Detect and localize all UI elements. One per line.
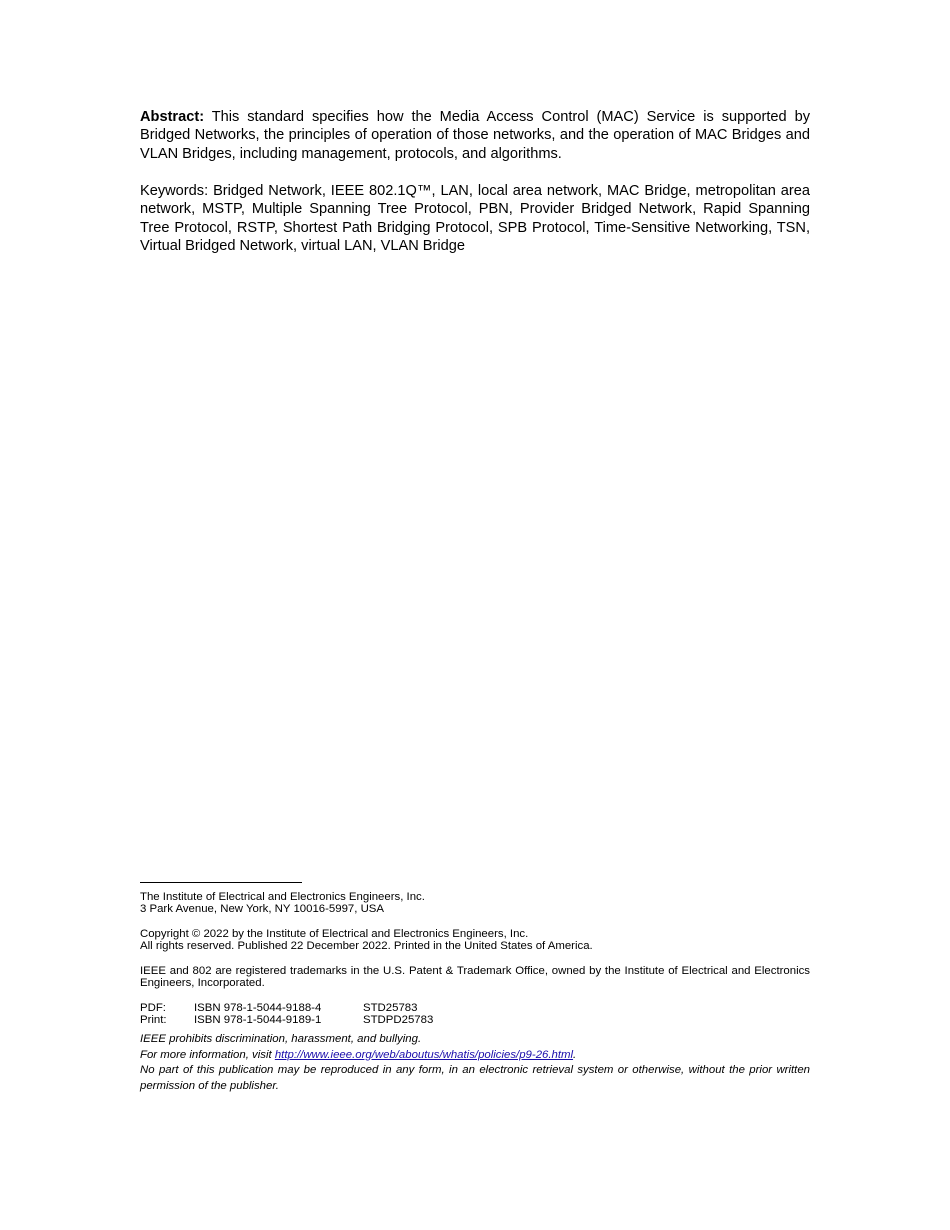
- address-line-2: 3 Park Avenue, New York, NY 10016-5997, USA: [140, 903, 385, 916]
- isbn-number: ISBN 978-1-5044-9188-4: [194, 1002, 322, 1014]
- footnote-divider: [140, 882, 302, 883]
- isbn-table: [140, 1002, 810, 1027]
- isbn-format-label: PDF:: [140, 1002, 166, 1014]
- copyright-notice: [140, 928, 810, 953]
- abstract-paragraph: [140, 108, 810, 163]
- notice-line-2-prefix: For more information, visit: [140, 1048, 275, 1061]
- notice-line-2-suffix: .: [573, 1048, 577, 1061]
- policy-link[interactable]: http://www.ieee.org/web/aboutus/whatis/policies/p9-26.html: [274, 1048, 574, 1061]
- isbn-std-code: STDPD25783: [363, 1014, 434, 1027]
- policy-notice: [140, 1032, 810, 1094]
- address-line-1: The Institute of Electrical and Electronics Engineers, Inc.: [140, 891, 425, 903]
- notice-line-1: IEEE prohibits discrimination, harassment, and bullying.: [140, 1033, 422, 1045]
- notice-line-3: No part of this publication may be reproduced in any form, in an electronic retrieval system or otherwise, without the prior written permission of the publisher.: [140, 1064, 810, 1092]
- abstract-label: Abstract:: [140, 109, 205, 125]
- isbn-format-label: Print:: [140, 1014, 167, 1027]
- isbn-number: ISBN 978-1-5044-9189-1: [194, 1014, 322, 1027]
- keywords-paragraph: Keywords: Bridged Network, IEEE 802.1Q™, LAN, local area network, MAC Bridge, metropolitan area network, MSTP, Multiple Spanning Tree Protocol, PBN, Provider Bridged Network, Rapid Spanning Tree Protocol, RSTP, Shortest Path Bridging Protocol, SPB Protocol, Time-Sensitive Networking, TSN, Virtual Bridged Network, virtual LAN, VLAN Bridge: [140, 183, 810, 255]
- isbn-std-code: STD25783: [363, 1002, 418, 1014]
- trademark-notice: IEEE and 802 are registered trademarks in the U.S. Patent & Trademark Office, owned by the Institute of Electrical and Electronics Engineers, Incorporated.: [140, 965, 810, 990]
- copyright-line-2: All rights reserved. Published 22 December 2022. Printed in the United States of America.: [140, 940, 593, 953]
- isbn-row-pdf: [140, 1002, 810, 1014]
- isbn-row-print: [140, 1014, 810, 1026]
- notice-line-2: [140, 1048, 810, 1064]
- abstract-text: This standard specifies how the Media Access Control (MAC) Service is supported by Bridged Networks, the principles of operation of those networks, and the operation of MAC Bridges and VLAN Bridges, including management, protocols, and algorithms.: [140, 109, 810, 162]
- copyright-line-1: Copyright © 2022 by the Institute of Electrical and Electronics Engineers, Inc.: [140, 928, 529, 940]
- publisher-address: [140, 891, 810, 916]
